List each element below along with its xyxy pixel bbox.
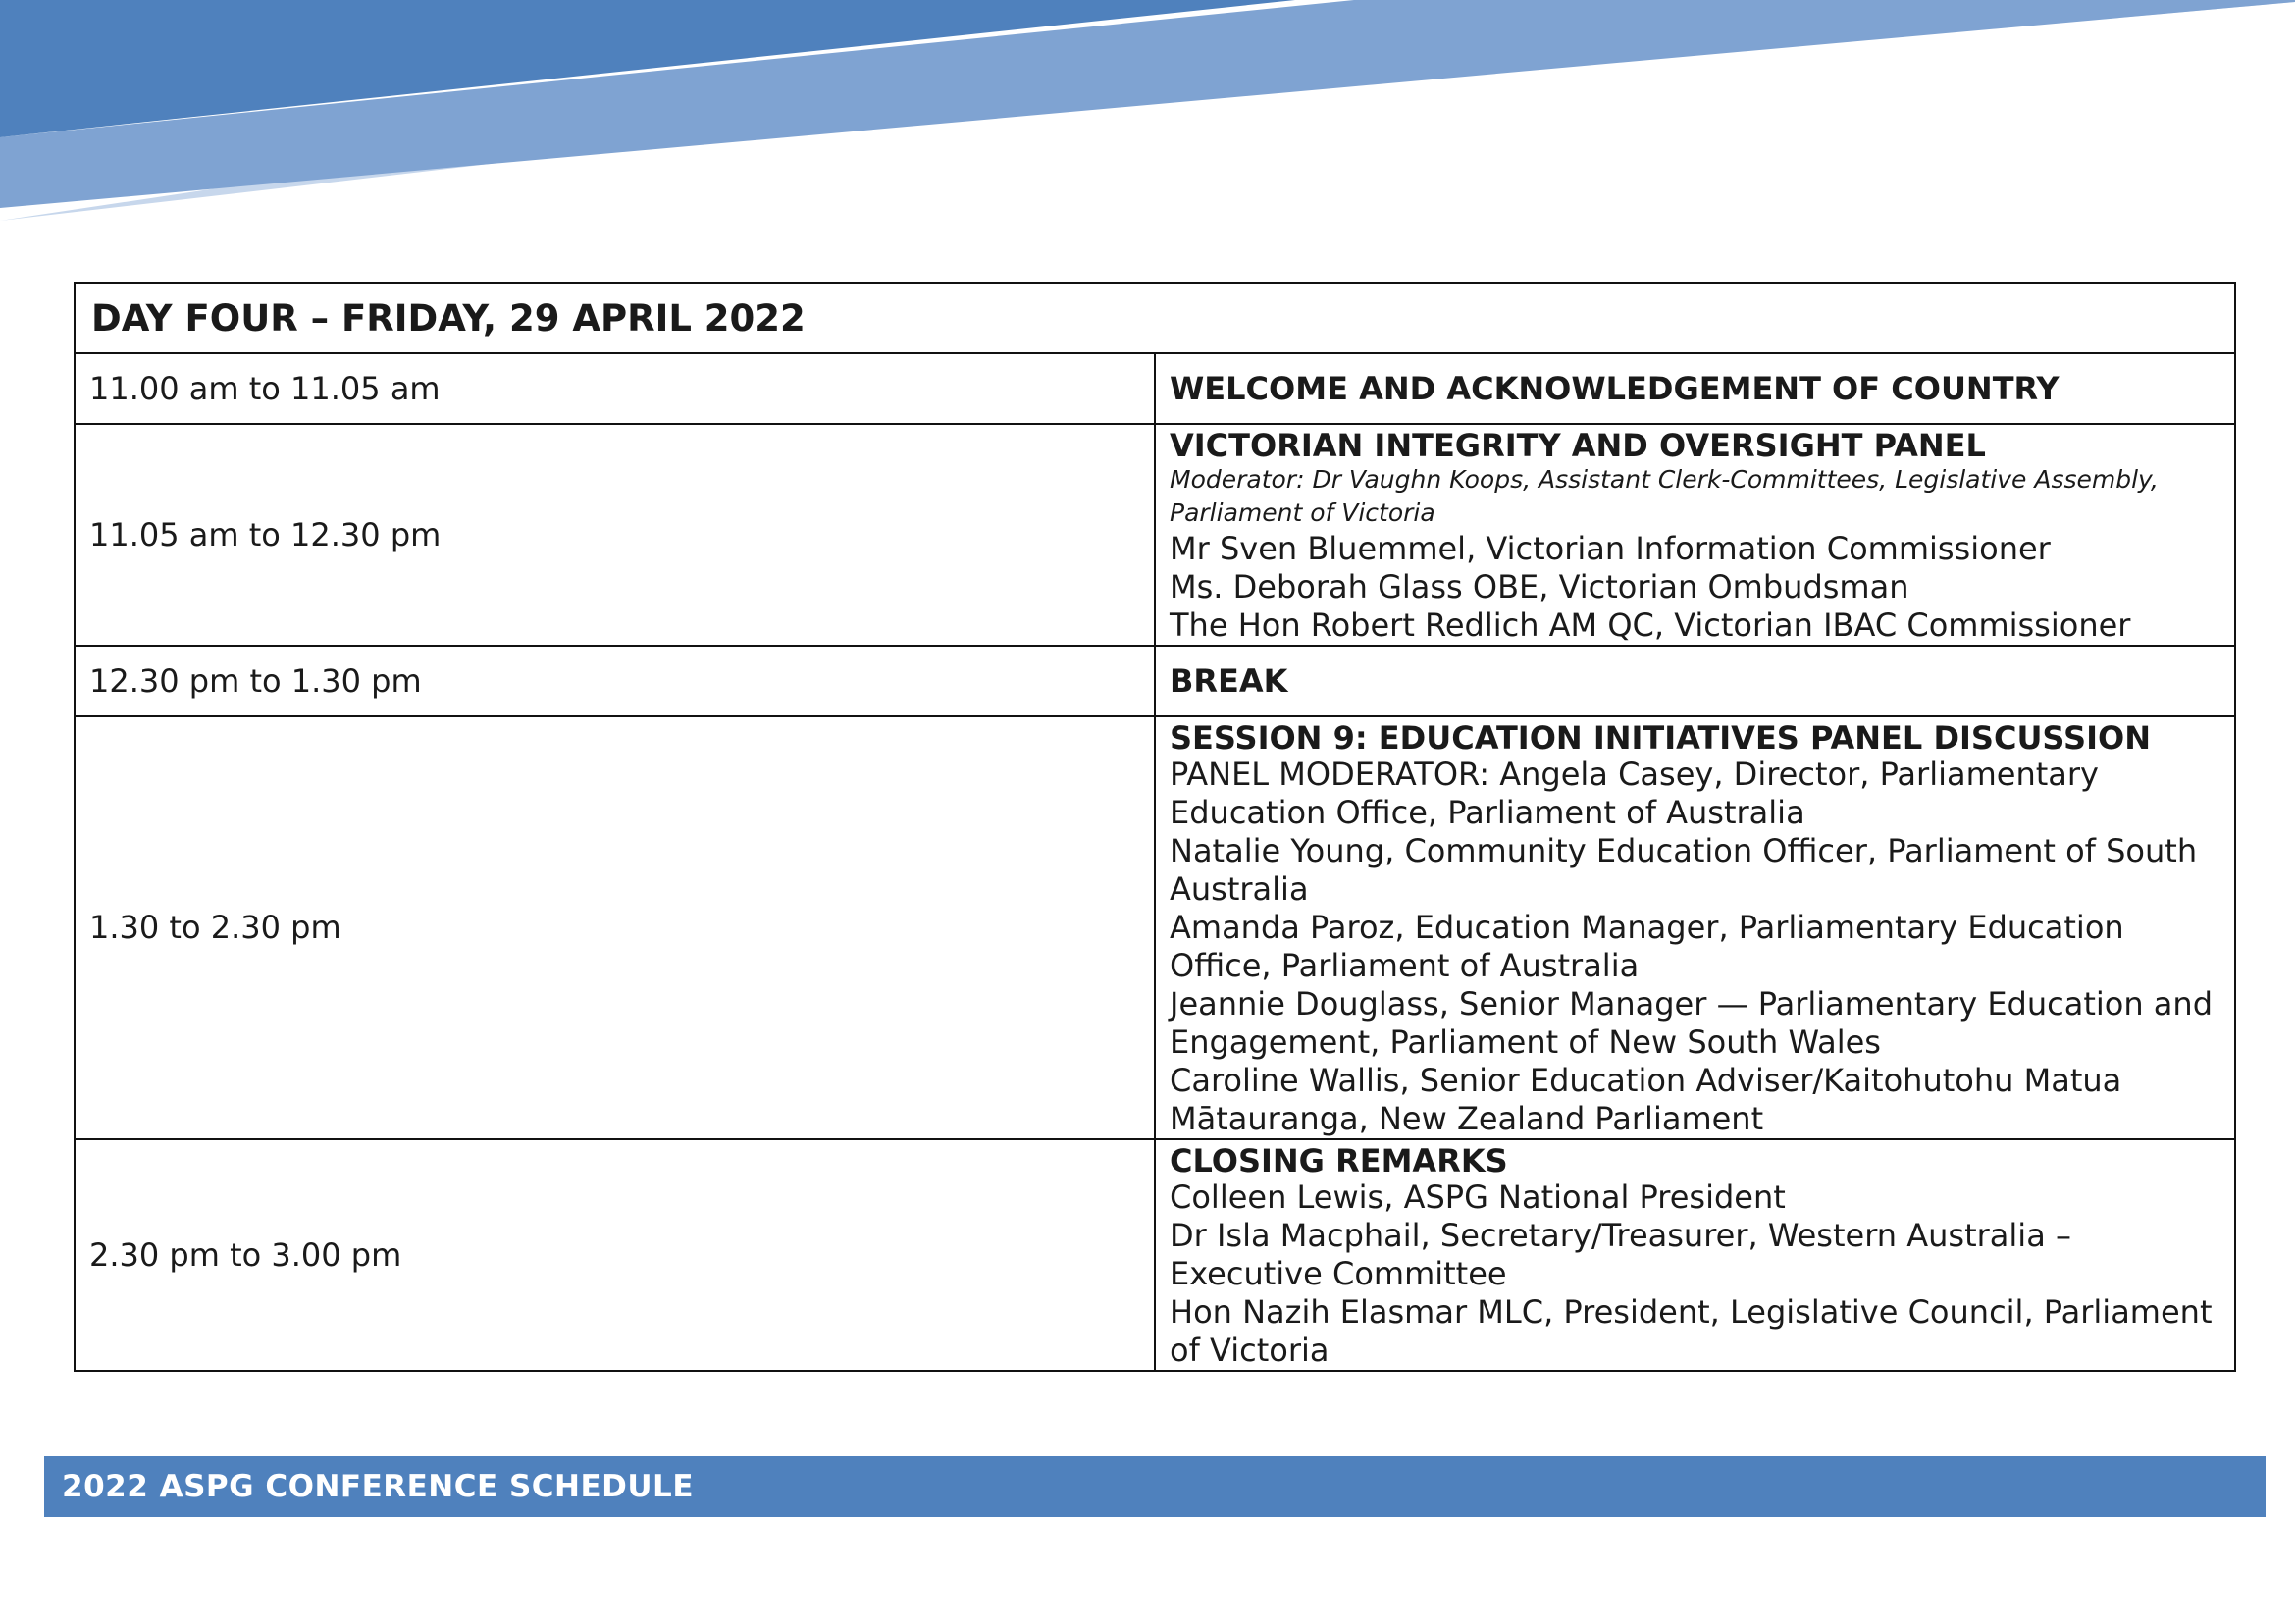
session-time: 11.05 am to 12.30 pm [75, 424, 1155, 646]
speaker-line: PANEL MODERATOR: Angela Casey, Director, Parliamentary Education Office, Parliament of Australia [1170, 756, 2099, 831]
session-time: 12.30 pm to 1.30 pm [75, 646, 1155, 716]
speaker-line: Colleen Lewis, ASPG National President [1170, 1179, 1786, 1216]
speaker-line: The Hon Robert Redlich AM QC, Victorian IBAC Commissioner [1170, 606, 2131, 644]
session-detail [1155, 646, 2235, 716]
session-detail [1155, 716, 2235, 1139]
speaker-line: Natalie Young, Community Education Officer, Parliament of South Australia [1170, 832, 2198, 908]
speaker-line: Amanda Paroz, Education Manager, Parliamentary Education Office, Parliament of Australia [1170, 909, 2124, 984]
session-moderator: Moderator: Dr Vaughn Koops, Assistant Clerk-Committees, Legislative Assembly, Parliament of Victoria [1170, 465, 2159, 527]
speaker-line: Jeannie Douglass, Senior Manager — Parliamentary Education and Engagement, Parliament of New South Wales [1170, 985, 2213, 1061]
session-detail [1155, 424, 2235, 646]
session-title: WELCOME AND ACKNOWLEDGEMENT OF COUNTRY [1170, 370, 2060, 407]
header-banner [0, 0, 2295, 226]
speaker-line: Mr Sven Bluemmel, Victorian Information Commissioner [1170, 530, 2051, 567]
schedule-row [75, 424, 2235, 646]
day-heading: DAY FOUR – FRIDAY, 29 APRIL 2022 [75, 283, 2235, 353]
speaker-line: Hon Nazih Elasmar MLC, President, Legislative Council, Parliament of Victoria [1170, 1293, 2213, 1369]
session-detail [1155, 1139, 2235, 1371]
day-heading-row [75, 283, 2235, 353]
session-title: SESSION 9: EDUCATION INITIATIVES PANEL DISCUSSION [1170, 719, 2151, 757]
schedule-row [75, 353, 2235, 424]
session-time: 1.30 to 2.30 pm [75, 716, 1155, 1139]
session-title: VICTORIAN INTEGRITY AND OVERSIGHT PANEL [1170, 427, 1986, 464]
footer-title: 2022 ASPG CONFERENCE SCHEDULE [62, 1469, 694, 1504]
session-title: CLOSING REMARKS [1170, 1142, 1508, 1179]
schedule-row [75, 1139, 2235, 1371]
footer-bar [44, 1456, 2266, 1517]
schedule-row [75, 716, 2235, 1139]
session-title: BREAK [1170, 662, 1288, 700]
speaker-line: Dr Isla Macphail, Secretary/Treasurer, Western Australia – Executive Committee [1170, 1217, 2071, 1292]
speaker-line: Ms. Deborah Glass OBE, Victorian Ombudsman [1170, 568, 1909, 605]
schedule-row [75, 646, 2235, 716]
speaker-line: Caroline Wallis, Senior Education Adviser/Kaitohutohu Matua Mātauranga, New Zealand Parliament [1170, 1062, 2122, 1137]
session-time: 2.30 pm to 3.00 pm [75, 1139, 1155, 1371]
session-detail [1155, 353, 2235, 424]
session-time: 11.00 am to 11.05 am [75, 353, 1155, 424]
schedule-table [74, 282, 2236, 1372]
